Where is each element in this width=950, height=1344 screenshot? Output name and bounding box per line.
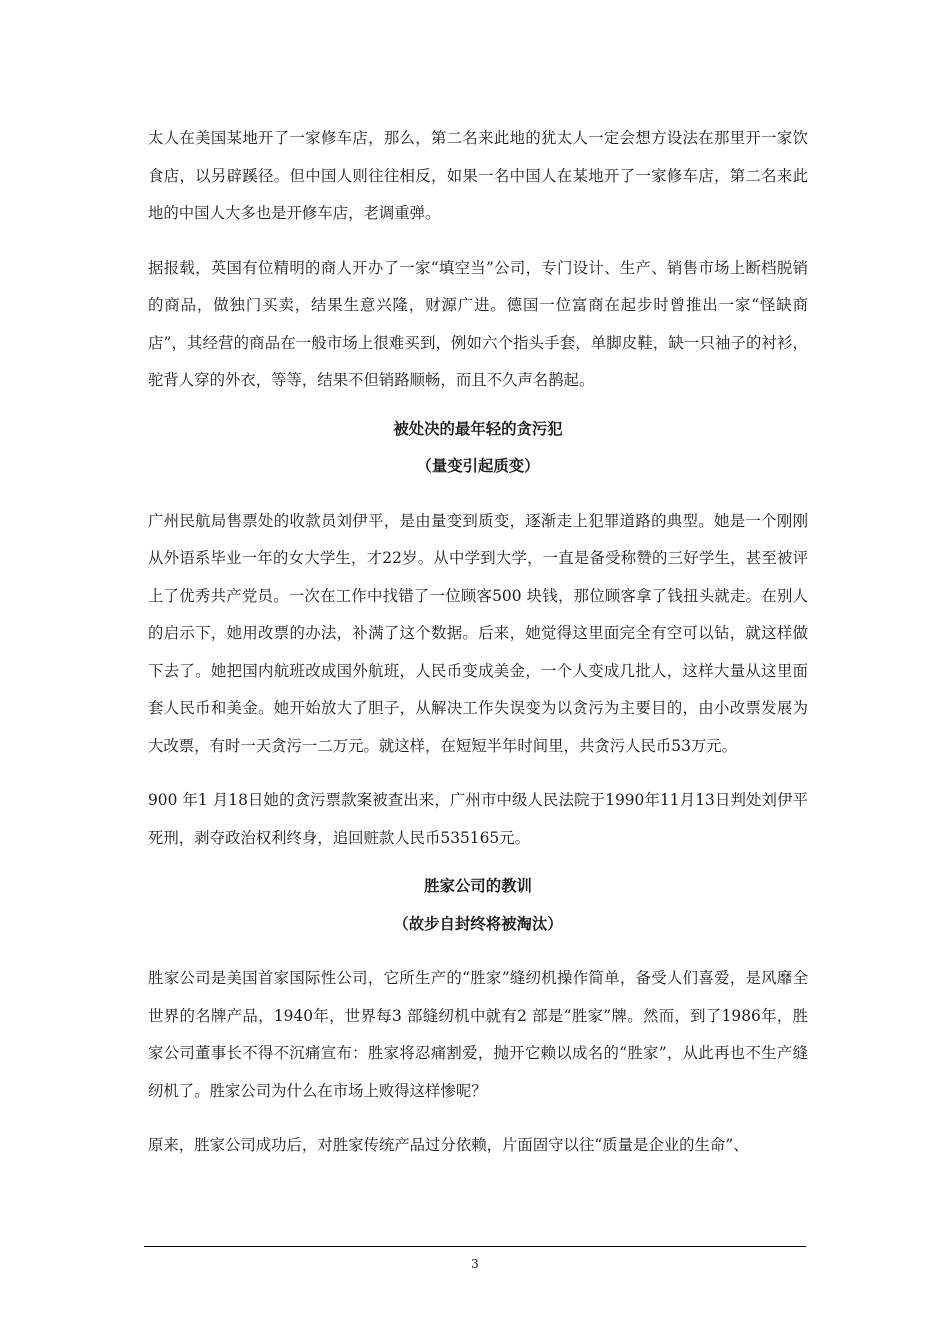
paragraph: 900 年1 月18日她的贪污票款案被查出来，广州市中级人民法院于1990年11月13日判处刘伊平死刑，剥夺政治权利终身，追回赃款人民币535165元。 bbox=[148, 791, 808, 847]
paragraph: 太人在美国某地开了一家修车店，那么，第二名来此地的犹太人一定会想方设法在那里开一家饮食店，以另辟蹊径。但中国人则往往相反，如果一名中国人在某地开了一家修车店，第二名来此地的中国人大多也是开修车店，老调重弹。 bbox=[148, 129, 808, 222]
section-heading bbox=[148, 411, 808, 486]
page-number: 3 bbox=[471, 1257, 479, 1271]
section-title: 被处决的最年轻的贪污犯 bbox=[393, 419, 563, 438]
footer-divider bbox=[144, 1246, 806, 1247]
section-heading bbox=[148, 868, 808, 943]
paragraph: 广州民航局售票处的收款员刘伊平，是由量变到质变，逐渐走上犯罪道路的典型。她是一个刚刚从外语系毕业一年的女大学生，才22岁。从中学到大学，一直是备受称赞的三好学生，甚至被评上了优秀共产党员。一次在工作中找错了一位顾客500 块钱，那位顾客拿了钱扭头就走。在别人的启示下，她用改票的办法，补满了这个数据。后来，她觉得这里面完全有空可以钻，就这样做下去了。她把国内航班改成国外航班，人民币变成美金，一个人变成几批人，这样大量从这里面套人民币和美金。她开始放大了胆子，从解决工作失误变为以贪污为主要目的，由小改票发展为大改票，有时一天贪污一二万元。就这样，在短短半年时间里，共贪污人民币53万元。 bbox=[148, 511, 808, 755]
paragraph: 胜家公司是美国首家国际性公司，它所生产的“胜家”缝纫机操作简单，备受人们喜爱，是风靡全世界的名牌产品，1940年，世界每3 部缝纫机中就有2 部是“胜家”牌。然而，到了1986年，胜家公司董事长不得不沉痛宣布：胜家将忍痛割爱，抛开它赖以成名的“胜家”，从此再也不生产缝纫机了。胜家公司为什么在市场上败得这样惨呢？ bbox=[148, 969, 808, 1100]
document-body bbox=[148, 120, 808, 1182]
section-subtitle: （故步自封终将被淘汰） bbox=[393, 914, 563, 933]
paragraph: 原来，胜家公司成功后，对胜家传统产品过分依赖，片面固守以往“质量是企业的生命”、 bbox=[148, 1136, 749, 1154]
section-title: 胜家公司的教训 bbox=[424, 877, 532, 895]
paragraph: 据报载，英国有位精明的商人开办了一家“填空当”公司，专门设计、生产、销售市场上断档脱销的商品，做独门买卖，结果生意兴隆，财源广进。德国一位富商在起步时曾推出一家“怪缺商店”，其经营的商品在一般市场上很难买到，例如六个指头手套，单脚皮鞋，缺一只袖子的衬衫，驼背人穿的外衣，等等，结果不但销路顺畅，而且不久声名鹊起。 bbox=[148, 258, 808, 389]
section-subtitle: （量变引起质变） bbox=[416, 457, 540, 475]
